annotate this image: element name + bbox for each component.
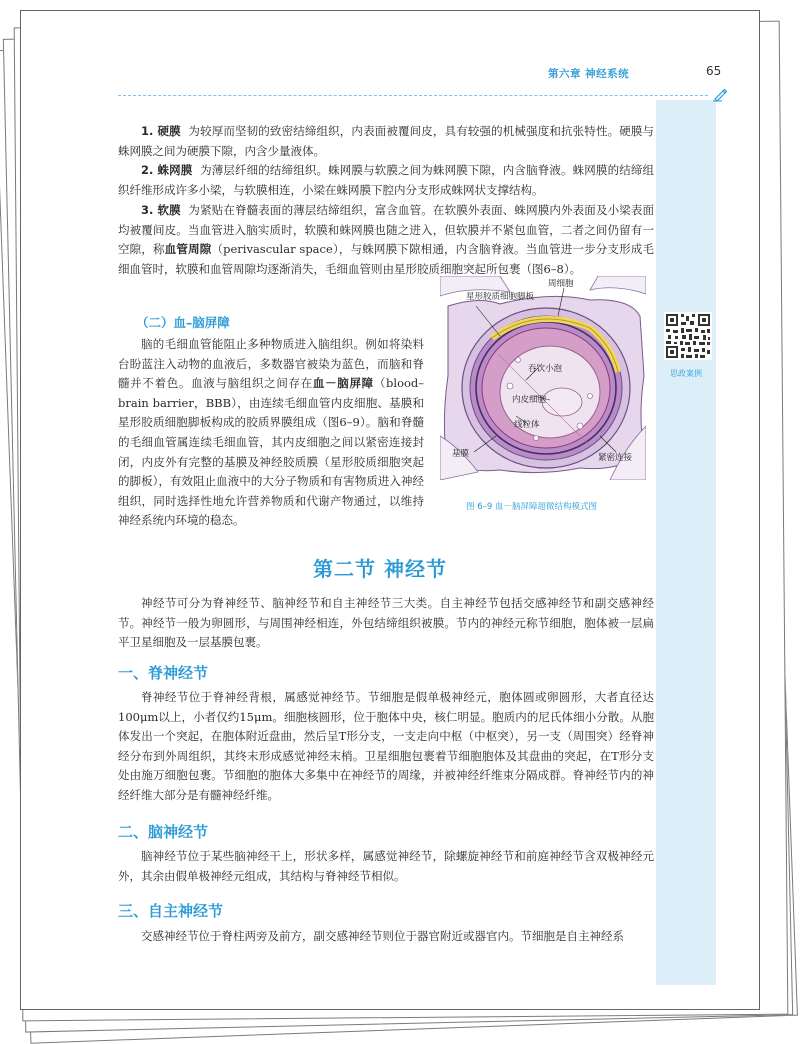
figure-bbb-diagram bbox=[440, 276, 646, 480]
figure-label-tight-junction: 紧密连接 bbox=[598, 453, 633, 463]
figure-label-endothelial: 内皮细胞 bbox=[512, 395, 547, 405]
paragraph-spinal-ganglion-text: 脊神经节位于脊神经背根，属感觉神经节。节细胞是假单极神经元，胞体圆或卵圆形，大者直径达100μm以上，小者仅约15μm。细胞核圆形，位于胞体中央，核仁明显。胞质内的尼氏体细小分散。从胞体发出一个突起，在胞体附近盘曲，然后呈T形分支，一支走向中枢（中枢突），另一支（周围突）经脊神经分布到外周组织，其终末形成感觉神经末梢。卫星细胞包裹着节细胞胞体及其盘曲的突起，在T形分支处由施万细胞包裹。节细胞的胞体大多集中在神经节的周缘，并被神经纤维束分隔成群。脊神经节内的神经纤维大部分是有髓神经纤维。 bbox=[118, 690, 654, 802]
paragraph-bbb-text-a: 脑的毛细血管能阻止多种物质进入脑组织。例如将染料台盼蓝注入动物的血液后，多数器官被染为蓝色，而脑和脊髓并不着色。血液与脑组织之间存在 bbox=[118, 337, 424, 391]
paragraph-ganglion-intro bbox=[118, 594, 654, 653]
term-arachnoid: 2. 蛛网膜 bbox=[141, 163, 193, 177]
section-title: 第二节 神经节 bbox=[313, 557, 447, 581]
figure-caption: 图 6–9 血－脑屏障超微结构模式图 bbox=[466, 502, 597, 512]
heading-cranial-ganglion: 二、脑神经节 bbox=[118, 823, 209, 841]
paragraph-dura-text: 为较厚而坚韧的致密结缔组织，内表面被覆间皮，具有较强的机械强度和抗张特性。硬膜与蛛网膜之间为硬膜下隙，内含少量液体。 bbox=[118, 124, 655, 158]
qr-code-icon[interactable] bbox=[664, 312, 712, 360]
paragraph-autonomic-ganglion bbox=[118, 927, 654, 947]
figure-label-mitochondria: 线粒体 bbox=[514, 420, 540, 430]
figure-label-basement: 基膜 bbox=[452, 449, 470, 459]
paragraph-bbb-text-b: （blood–brain barrier，BBB），由连续毛细血管内皮细胞、基膜和星形胶质细胞脚板构成的胶质界膜组成（图6–9）。脑和脊髓的毛细血管属连续毛细血管，其内皮细胞之间以紧密连接封闭，内皮外有完整的基膜及神经胶质膜（星形胶质细胞突起的脚板），有效阻止血液中的大分子物质和有害物质进入神经组织，同时选择性地允许营养物质和代谢产物通过，以维持神经系统内环境的稳态。 bbox=[118, 376, 425, 528]
figure-label-pericyte: 周细胞 bbox=[548, 279, 574, 289]
pen-icon bbox=[712, 86, 728, 102]
paragraph-pia-text-b: （perivascular space），与蛛网膜下隙相通，内含脑脊液。当血管进一步分支形成毛细血管时，软膜和血管周隙均逐渐消失，毛细血管则由星形胶质细胞突起所包裹（图6–8）。 bbox=[118, 242, 655, 276]
paragraph-cranial-ganglion-text: 脑神经节位于某些脑神经干上，形状多样，属感觉神经节，除螺旋神经节和前庭神经节含双极神经元外，其余由假单极神经元组成，其结构与脊神经节相似。 bbox=[118, 849, 654, 883]
subheading-bbb: （二）血–脑屏障 bbox=[136, 315, 230, 330]
page-number: 65 bbox=[706, 64, 722, 78]
running-header-chapter: 第六章 神经系统 bbox=[548, 68, 630, 80]
paragraph-arachnoid-text: 为薄层纤细的结缔组织。蛛网膜与软膜之间为蛛网膜下隙，内含脑脊液。蛛网膜的结缔组织纤维形成许多小梁，与软膜相连，小梁在蛛网膜下腔内分支形成蛛网状支撑结构。 bbox=[118, 163, 655, 197]
term-pia: 3. 软膜 bbox=[141, 203, 181, 217]
figure-label-astrocyte-foot: 星形胶质细胞脚板 bbox=[466, 292, 535, 302]
paragraph-bbb bbox=[118, 335, 424, 531]
term-bbb: 血－脑屏障 bbox=[312, 376, 374, 391]
paragraph-arachnoid bbox=[118, 161, 654, 200]
paragraph-dura bbox=[118, 122, 654, 161]
margin-sidebar bbox=[656, 100, 716, 985]
term-perivascular-space: 血管周隙 bbox=[164, 242, 212, 257]
paragraph-autonomic-ganglion-text: 交感神经节位于脊柱两旁及前方，副交感神经节则位于器官附近或器官内。节细胞是自主神经系 bbox=[141, 929, 624, 943]
header-divider bbox=[118, 95, 708, 96]
paragraph-spinal-ganglion bbox=[118, 688, 654, 806]
heading-autonomic-ganglion: 三、自主神经节 bbox=[118, 902, 224, 920]
paragraph-cranial-ganglion bbox=[118, 847, 654, 886]
figure-label-vesicle: 吞饮小泡 bbox=[528, 364, 563, 374]
term-dura: 1. 硬膜 bbox=[141, 124, 181, 138]
paragraph-ganglion-intro-text: 神经节可分为脊神经节、脑神经节和自主神经节三大类。自主神经节包括交感神经节和副交感神经节。神经节一般为卵圆形，与周围神经相连，外包结缔组织被膜。节内的神经元称节细胞，胞体被一层扁平卫星细胞及一层基膜包裹。 bbox=[118, 596, 654, 650]
heading-spinal-ganglion: 一、脊神经节 bbox=[118, 664, 209, 682]
paragraph-pia-text-a: 为紧贴在脊髓表面的薄层结缔组织，富含血管。在软膜外表面、蛛网膜内外表面及小梁表面均被覆间皮。当血管进入脑实质时，软膜和蛛网膜也随之进入，但软膜并不紧包血管，二者之间仍留有一空隙，称 bbox=[118, 203, 655, 257]
qr-caption: 思政案例 bbox=[670, 369, 702, 378]
paragraph-pia bbox=[118, 201, 654, 279]
